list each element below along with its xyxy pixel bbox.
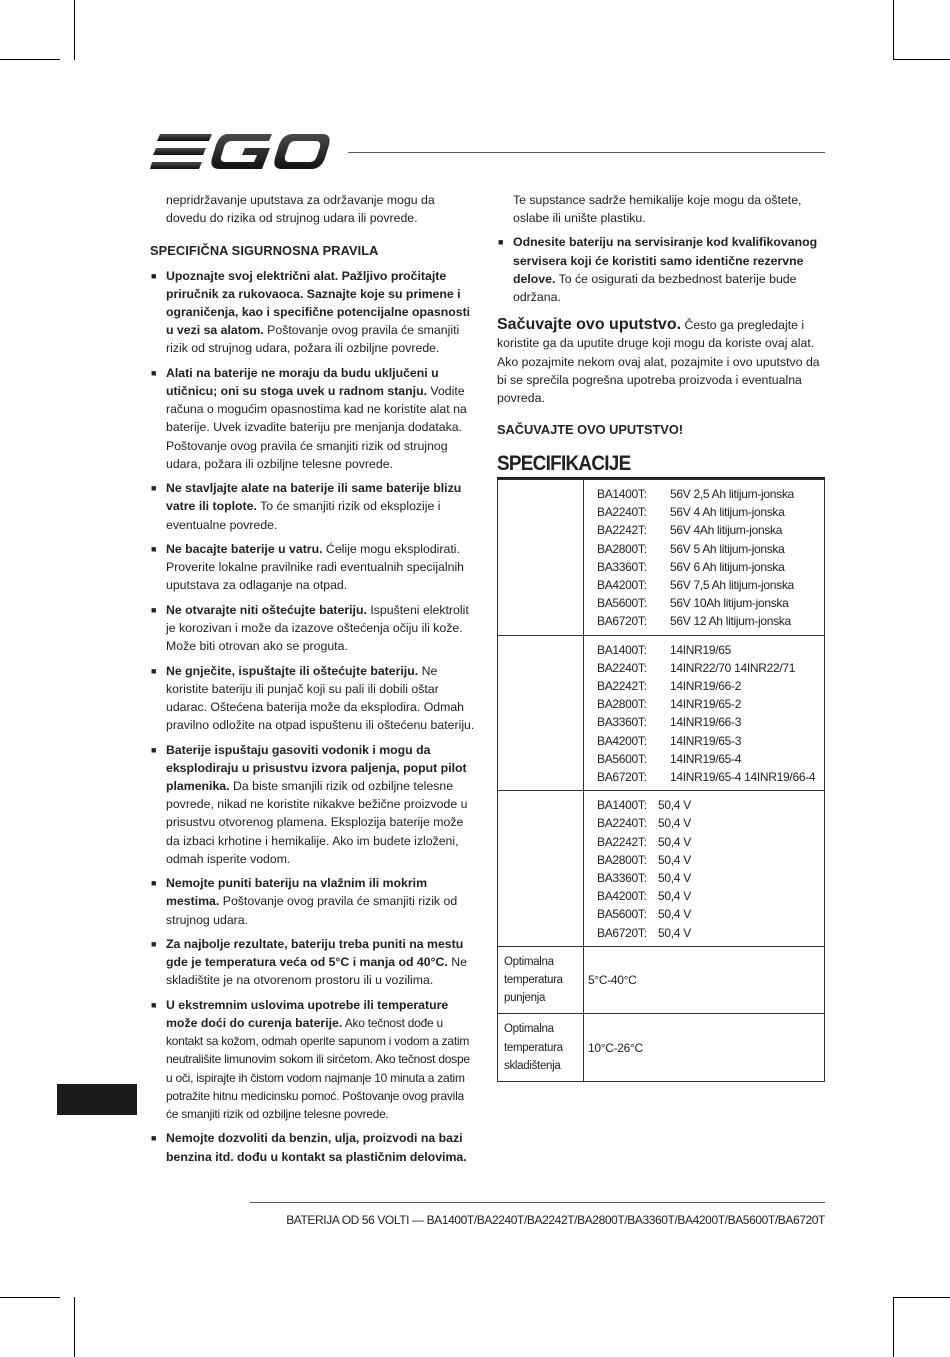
spec-value-row (597, 887, 820, 905)
model-value: 14INR19/65-4 14INR19/66-4 (670, 769, 816, 784)
crop-mark (893, 0, 894, 60)
list-item (150, 1129, 476, 1165)
model-value: 56V 4Ah litijum-jonska (670, 523, 783, 538)
model-code: BA6720T: (597, 925, 647, 940)
storage-temp-value: 10°C-26°C (584, 1014, 825, 1082)
model-value: 50,4 V (658, 889, 691, 904)
rule-bold: Nemojte dozvoliti da benzin, ulja, proizvodi na bazi benzina itd. dođu u kontakt sa plastičnim delovima. (166, 1131, 467, 1164)
bullet-icon: ■ (151, 483, 157, 494)
spec-row (498, 479, 825, 635)
spec-value-row (597, 905, 820, 923)
model-code: BA1400T: (597, 642, 647, 657)
rule-bold: U ekstremnim uslovima upotrebe ili temperature može doći do curenja baterije. (166, 997, 449, 1031)
model-code: BA5600T: (597, 907, 647, 922)
crop-mark (74, 0, 75, 60)
bullet-icon: ■ (151, 604, 157, 615)
rule-text: To će smanjiti rizik od eksplozije i eventualne povrede. (166, 499, 441, 532)
model-code: BA1400T: (597, 486, 647, 501)
spec-value-row (597, 713, 820, 731)
safety-rules-list (497, 233, 825, 306)
model-code: BA5600T: (597, 596, 647, 611)
model-code: BA2242T: (597, 523, 647, 538)
rule-text: Ne koristite bateriju ili punjač koji su pali ili dobili oštar udarac. Oštećena baterija može da eksplodira. Odmah pravilno odložite na otpad ispuštenu ili oštećenu bateriju. (166, 663, 475, 733)
crop-mark (74, 1297, 75, 1357)
rule-bold: Za najbolje rezultate, bateriju treba puniti na mestu gde je temperatura veća od 5°C i manja od 40°C. (166, 937, 464, 970)
model-code: BA2800T: (597, 541, 647, 556)
model-code: BA4200T: (597, 733, 647, 748)
spec-row (498, 791, 825, 947)
crop-mark (893, 1297, 894, 1357)
bullet-icon: ■ (151, 665, 157, 676)
bullet-icon: ■ (151, 999, 157, 1010)
spec-title: SPECIFIKACIJE (497, 452, 631, 476)
header-rule (348, 152, 825, 153)
crop-mark (0, 59, 60, 60)
spec-label (498, 479, 584, 635)
spec-value-row (597, 540, 820, 558)
model-value: 50,4 V (658, 925, 691, 940)
rule-text: Ako tečnost dođe u kontakt sa kožom, odmah operite sapunom i vodom a zatim neutrališite limunovim sokom ili sirćetom. Ako tečnost dospe u oči, ispirajte ih čistom vodom najmanje 10 minuta a zatim potražite hitnu medicinsku pomoć. Poštovanje ovog pravila će smanjiti rizik od ozbiljne telesne povrede. (166, 1016, 470, 1122)
charge-temp-value: 5°C-40°C (584, 946, 825, 1014)
spec-label (498, 791, 584, 947)
model-value: 50,4 V (658, 834, 691, 849)
spec-row-charge-temp (498, 946, 825, 1014)
rule-text: Poštovanje ovog pravila će smanjiti rizik od strujnog udara. (166, 894, 458, 927)
model-value: 56V 4 Ah litijum-jonska (670, 505, 785, 520)
model-code: BA3360T: (597, 559, 647, 574)
model-code: BA2240T: (597, 816, 647, 831)
bullet-icon: ■ (151, 939, 157, 950)
rule-text: Vodite računa o mogućim opasnostima kad ne koristite alat na baterije. Uvek izvadite bateriju pre menjanja dodataka. Poštovanje ovog pravila će smanjiti rizik od strujnog udara, požara ili ozbiljne telesne povrede. (166, 384, 467, 471)
spec-value-row (597, 558, 820, 576)
model-value: 50,4 V (658, 816, 691, 831)
list-item (150, 267, 476, 358)
spec-value-row (597, 485, 820, 503)
model-code: BA4200T: (597, 577, 647, 592)
model-code: BA1400T: (597, 798, 647, 813)
model-value: 50,4 V (658, 852, 691, 867)
spec-label (498, 635, 584, 791)
spec-row-storage-temp (498, 1014, 825, 1082)
spec-value-row (597, 677, 820, 695)
rule-bold: Baterije ispuštaju gasoviti vodonik i mogu da eksplodiraju u prisustvu izvora paljenja, poput pilot plamenika. (166, 742, 467, 794)
spec-values (584, 635, 825, 791)
bullet-icon: ■ (151, 878, 157, 889)
model-code: BA2800T: (597, 697, 647, 712)
model-value: 14INR19/65 (670, 642, 732, 657)
model-code: BA3360T: (597, 871, 647, 885)
rule-bold: Nemojte puniti bateriju na vlažnim ili mokrim mestima. (166, 876, 428, 909)
model-code: BA4200T: (597, 889, 647, 904)
spec-value-row (597, 833, 820, 851)
model-code: BA6720T: (597, 614, 647, 629)
spec-value-row (597, 750, 820, 768)
ego-logo (150, 132, 330, 172)
bullet-icon: ■ (151, 367, 157, 378)
model-code: BA5600T: (597, 751, 647, 766)
crop-mark (893, 1297, 950, 1298)
right-column (497, 191, 825, 1082)
footer-rule (250, 1202, 825, 1203)
spec-value-row (597, 503, 820, 521)
model-value: 14INR19/65-2 (670, 697, 742, 712)
model-value: 56V 6 Ah litijum-jonska (670, 559, 785, 574)
charge-temp-label: Optimalna temperatura punjenja (498, 946, 584, 1014)
model-code: BA2242T: (597, 834, 647, 849)
model-value: 56V 7,5 Ah litijum-jonska (670, 577, 794, 592)
spec-value-row (597, 796, 820, 814)
rule-bold: Alati na baterije ne moraju da budu uključeni u utičnicu; oni su stoga uvek u radnom stanju. (166, 365, 439, 399)
bullet-icon: ■ (151, 544, 157, 555)
list-item (150, 996, 476, 1123)
spec-value-row (597, 732, 820, 750)
model-code: BA2800T: (597, 852, 647, 867)
model-value: 14INR22/70 14INR22/71 (670, 660, 796, 675)
section-title: SPECIFIČNA SIGURNOSNA PRAVILA (150, 243, 379, 259)
spec-values (584, 791, 825, 947)
spec-value-row (597, 768, 820, 786)
rule-text: Da biste smanjili rizik od ozbiljne telesne povrede, nikad ne koristite nikakve bežične proizvode u prisustvu otvorenog plamena. Eksplozija baterije može da izbaci krhotine i hemikalije. Ako im budete izloženi, odmah isperite vodom. (166, 779, 468, 866)
save-instructions-paragraph (497, 316, 825, 407)
list-item (150, 364, 476, 473)
list-item (150, 662, 476, 735)
list-item (150, 935, 476, 990)
save-title: Sačuvajte ovo uputstvo. (497, 316, 682, 334)
list-item (150, 741, 476, 868)
list-item (497, 233, 825, 306)
bullet-icon: ■ (498, 237, 504, 248)
save-text: Često ga pregledajte i koristite ga da uputite druge koji mogu da koriste ovaj alat. Ako pozajmite nekom ovaj alat, pozajmite i ovo uputstvo da bi se sprečila pogrešna upotreba proizvoda i eventualna povreda. (497, 318, 820, 406)
spec-value-row (597, 695, 820, 713)
intro-paragraph: nepridržavanje uputstava za održavanje mogu da dovedu do rizika od strujnog udara ili povrede. (166, 193, 435, 226)
list-item (150, 540, 476, 595)
rule-bold: Odnesite bateriju na servisiranje kod kvalifikovanog servisera koji će koristiti samo identične rezervne delove. (513, 235, 818, 286)
spec-value-row (597, 612, 820, 630)
model-value: 50,4 V (658, 871, 691, 885)
bullet-icon: ■ (151, 270, 157, 281)
model-value: 14INR19/66-2 (670, 678, 742, 693)
left-column (150, 191, 476, 1172)
model-value: 56V 12 Ah litijum-jonska (670, 614, 791, 629)
spec-value-row (597, 521, 820, 539)
bullet-icon: ■ (151, 1133, 157, 1144)
model-code: BA3360T: (597, 715, 647, 730)
model-code: BA2240T: (597, 660, 647, 675)
spec-value-row (597, 924, 820, 942)
model-value: 56V 5 Ah litijum-jonska (670, 541, 785, 556)
model-value: 50,4 V (658, 798, 691, 813)
footer-text: BATERIJA OD 56 VOLTI — BA1400T/BA2240T/BA2242T/BA2800T/BA3360T/BA4200T/BA5600T/BA6720T (286, 1213, 825, 1227)
spec-table (497, 479, 825, 1082)
rule-text: To će osigurati da bezbednost baterije bude održana. (513, 271, 797, 305)
list-item (150, 479, 476, 534)
spec-value-row (597, 851, 820, 869)
spec-value-row (597, 594, 820, 612)
rule-text: Ispušteni elektrolit je korozivan i može da izazove oštećenja očiju ili kože. Može biti otrovan ako se proguta. (166, 602, 469, 654)
model-value: 14INR19/65-3 (670, 733, 742, 748)
model-code: BA6720T: (597, 769, 647, 784)
model-value: 14INR19/66-3 (670, 715, 742, 730)
spec-value-row (597, 814, 820, 832)
rule-text: Poštovanje ovog pravila će smanjiti rizik od strujnog udara, požara ili ozbiljne povrede. (166, 323, 460, 356)
spec-value-row (597, 641, 820, 659)
rule-bold: Ne gnječite, ispuštajte ili oštećujte bateriju. (166, 663, 419, 678)
model-code: BA2240T: (597, 505, 647, 520)
model-code: BA2242T: (597, 678, 647, 693)
crop-mark (0, 1297, 60, 1298)
model-value: 56V 10Ah litijum-jonska (670, 596, 789, 611)
spec-value-row (597, 869, 820, 887)
side-tab-marker (57, 1084, 137, 1115)
spec-row (498, 635, 825, 791)
rule-bold: Ne bacajte baterije u vatru. (166, 542, 323, 557)
save-caps-heading: SAČUVAJTE OVO UPUTSTVO! (497, 422, 684, 438)
list-item (150, 601, 476, 656)
model-value: 14INR19/65-4 (670, 751, 742, 766)
rule-bold: Ne stavljajte alate na baterije ili same baterije blizu vatre ili toplote. (166, 481, 462, 514)
storage-temp-label: Optimalna temperatura skladištenja (498, 1014, 584, 1082)
model-value: 50,4 V (658, 907, 691, 922)
spec-values (584, 479, 825, 635)
crop-mark (893, 59, 950, 60)
rule-text: Ćelije mogu eksplodirati. Proverite lokalne pravilnike radi eventualnih specijalnih uputstava za odlaganje na otpad. (166, 542, 465, 593)
rule-bold: Ne otvarajte niti oštećujte bateriju. (166, 602, 367, 617)
intro-paragraph: Te supstance sadrže hemikalije koje mogu da oštete, oslabe ili unište plastiku. (513, 193, 802, 226)
spec-value-row (597, 576, 820, 594)
bullet-icon: ■ (151, 744, 157, 755)
safety-rules-list (150, 267, 476, 1166)
rule-text: Ne skladištite je na otvorenom prostoru ili u vozilima. (166, 955, 467, 988)
spec-value-row (597, 659, 820, 677)
rule-bold: Upoznajte svoj električni alat. Pažljivo pročitajte priručnik za rukovaoca. Saznajte koje su primene i ograničenja, kao i specifične potencijalne opasnosti u vezi sa alatom. (166, 268, 471, 338)
model-value: 56V 2,5 Ah litijum-jonska (670, 486, 794, 501)
list-item (150, 874, 476, 929)
